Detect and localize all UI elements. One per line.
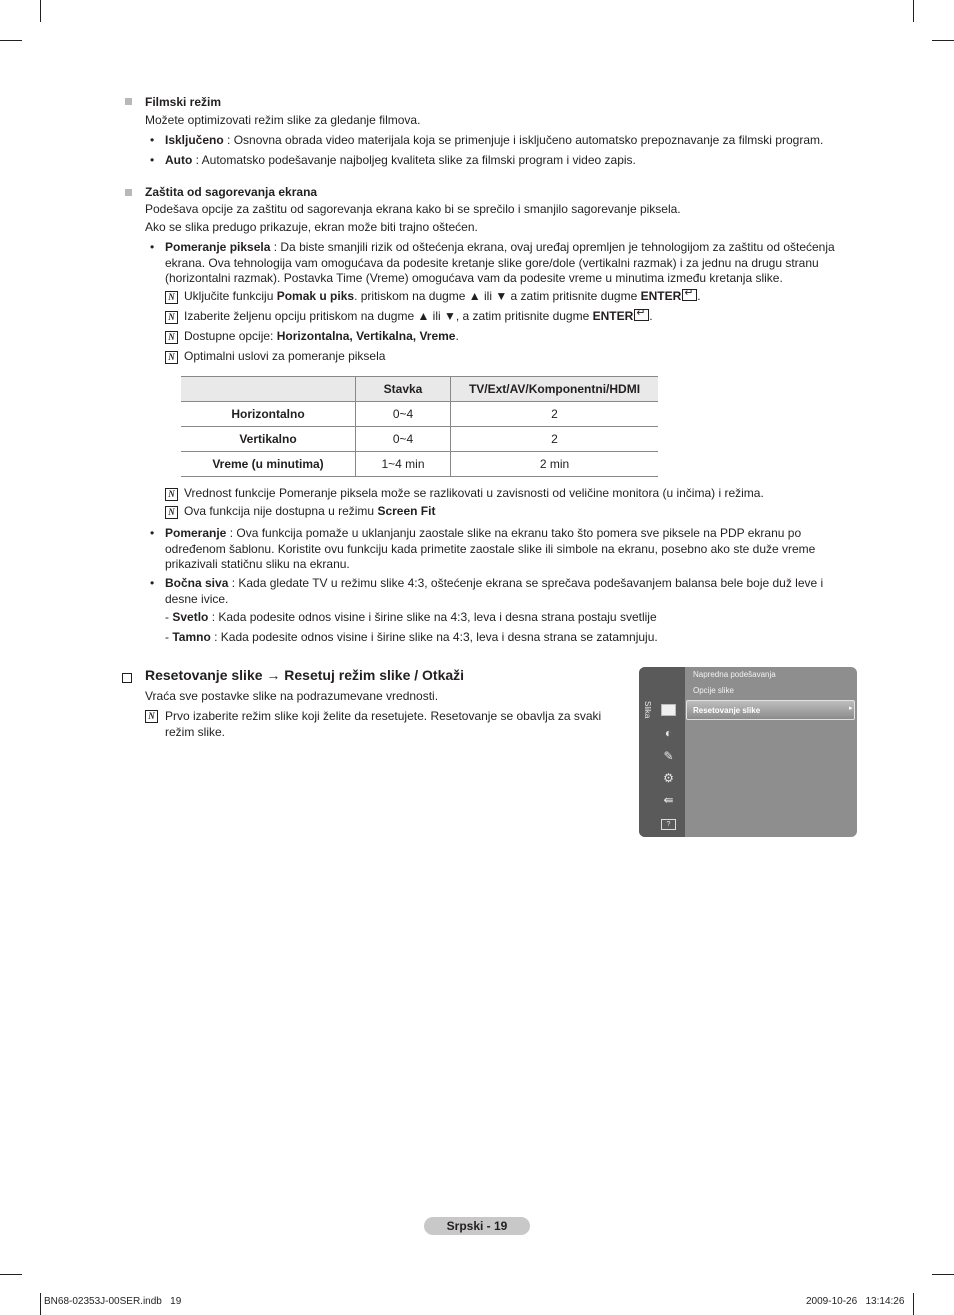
crop-mark — [0, 1274, 22, 1275]
note-icon: N — [165, 488, 178, 501]
table-row — [181, 427, 658, 452]
note-icon: N — [165, 506, 178, 519]
reset-desc: Vraća sve postavke slike na podrazumevane vrednosti. — [145, 689, 439, 703]
note-text: Optimalni uslovi za pomeranje piksela — [184, 349, 386, 363]
table-cell: 2 — [451, 402, 659, 427]
enter-icon — [634, 309, 649, 321]
pixel-shift-table — [181, 376, 658, 477]
note-icon: N — [165, 291, 178, 304]
note-icon: N — [165, 351, 178, 364]
bullet-dot: • — [150, 240, 155, 254]
note-text: Izaberite željenu opciju pritiskom na dugme ▲ ili ▼, a zatim pritisnite dugme ENTER↵ . — [184, 309, 653, 324]
table-cell: Horizontalno — [181, 402, 356, 427]
channel-icon: ✎ — [663, 749, 674, 763]
footer-file: BN68-02353J-00SER.indb 19 — [44, 1296, 182, 1307]
table-row — [181, 402, 658, 427]
crop-mark — [40, 1293, 41, 1315]
bullet-dot: • — [150, 576, 155, 590]
input-icon: ⇚ — [663, 793, 674, 807]
menu-item-reset: Resetovanje slike — [693, 706, 761, 715]
bullet-dot: • — [150, 153, 155, 167]
burn-desc: Podešava opcije za zaštitu od sagorevanja ekrana kako bi se sprečilo i smanjilo sagorevanje piksela. — [145, 202, 681, 216]
film-item-auto: Auto : Automatsko podešavanje najboljeg kvaliteta slike za filmski program i video zapis. — [165, 153, 636, 167]
note-text: Dostupne opcije: Horizontalna, Vertikalna, Vreme. — [184, 329, 459, 343]
menu-item-options: Opcije slike — [693, 686, 734, 695]
page-number: Srpski - 19 — [424, 1217, 530, 1235]
table-cell: 1~4 min — [356, 452, 451, 477]
section-bullet — [125, 98, 132, 105]
film-desc: Možete optimizovati režim slike za gledanje filmova. — [145, 113, 421, 127]
table-header-row — [181, 377, 658, 402]
crop-mark — [932, 1274, 954, 1275]
crop-mark — [913, 0, 914, 22]
light-option: - Svetlo : Kada podesite odnos visine i širine slike na 4:3, leva i desna strana postaju svetlije — [165, 610, 657, 624]
note-icon: N — [165, 331, 178, 344]
table-header-cell: TV/Ext/AV/Komponentni/HDMI — [451, 377, 659, 402]
note-text: Uključite funkciju Pomak u piks. pritiskom na dugme ▲ ili ▼ a zatim pritisnite dugme ENTER↵ . — [184, 289, 701, 304]
table-cell: 0~4 — [356, 427, 451, 452]
section-bullet — [125, 189, 132, 196]
crop-mark — [0, 40, 22, 41]
note-icon: N — [145, 710, 158, 723]
note-text: Ova funkcija nije dostupna u režimu Screen Fit — [184, 504, 436, 518]
footer-date: 2009-10-26 13:14:26 — [806, 1296, 905, 1307]
bullet-dot: • — [150, 133, 155, 147]
bullet-dot: • — [150, 526, 155, 540]
menu-side-label: Slika — [643, 701, 652, 719]
checkbox-bullet-icon — [122, 673, 132, 683]
picture-icon — [661, 704, 676, 717]
burn-desc: Ako se slika predugo prikazuje, ekran može biti trajno oštećen. — [145, 220, 478, 234]
crop-mark — [913, 1293, 914, 1315]
film-heading: Filmski režim — [145, 95, 222, 109]
table-header-cell: Stavka — [356, 377, 451, 402]
table-cell: 2 — [451, 427, 659, 452]
table-row — [181, 452, 658, 477]
table-cell: 0~4 — [356, 402, 451, 427]
table-cell: Vreme (u minutima) — [181, 452, 356, 477]
burn-heading: Zaštita od sagorevanja ekrana — [145, 185, 318, 199]
table-cell: Vertikalno — [181, 427, 356, 452]
reset-note: Prvo izaberite režim slike koji želite da resetujete. Resetovanje se obavlja za svaki režim slike. — [165, 709, 602, 739]
enter-icon — [682, 289, 697, 301]
setup-icon: ⚙ — [663, 771, 674, 785]
sound-icon: ◐ — [664, 726, 673, 740]
tv-menu-screenshot — [639, 667, 857, 837]
reset-heading: Resetovanje slike → Resetuj režim slike / Otkaži — [145, 667, 465, 683]
crop-mark — [932, 40, 954, 41]
table-cell: 2 min — [451, 452, 659, 477]
dark-option: - Tamno : Kada podesite odnos visine i širine slike na 4:3, leva i desna strana se zatamnjuju. — [165, 630, 658, 644]
help-icon: ? — [661, 816, 676, 829]
side-gray-desc: Bočna siva : Kada gledate TV u režimu slike 4:3, oštećenje ekrana se sprečava podešavanjem balansa bele boje duž leve i desne ivice. — [165, 576, 824, 606]
crop-mark — [40, 0, 41, 22]
table-header-cell — [181, 377, 356, 402]
note-icon: N — [165, 311, 178, 324]
menu-item-advanced: Napredna podešavanja — [693, 670, 776, 679]
pixel-shift-desc: Pomeranje piksela : Da biste smanjili rizik od oštećenja ekrana, ovaj uređaj opremljen je tehnologijom za zaštitu od oštećenja ekrana. Ova tehnologija vam omogućava da podesite kretanje slike gore/dole (vertikalni razmak) i za jednu na drugu stranu (horizontalni razmak). Postavka Time (Vreme) omogućava vam da podesite vreme u minutima između kretanja slike. — [165, 240, 835, 285]
arrow-right-icon: ▸ — [849, 705, 853, 712]
note-text: Vrednost funkcije Pomeranje piksela može se razlikovati u zavisnosti od veličine monitora (u inčima) i režima. — [184, 486, 764, 500]
film-item-off: Isključeno : Osnovna obrada video materijala koja se primenjuje i isključeno automatsko prepoznavanje za filmski program. — [165, 133, 824, 147]
scroll-desc: Pomeranje : Ova funkcija pomaže u uklanjanju zaostale slike na ekranu tako što pomera sve piksele na PDP ekranu po određenom šablonu. Koristite ovu funkciju kada primetite zaostale slike ili simbole na ekranu, posebno ako ste duže vreme prikazivali statičnu sliku na ekranu. — [165, 526, 816, 571]
